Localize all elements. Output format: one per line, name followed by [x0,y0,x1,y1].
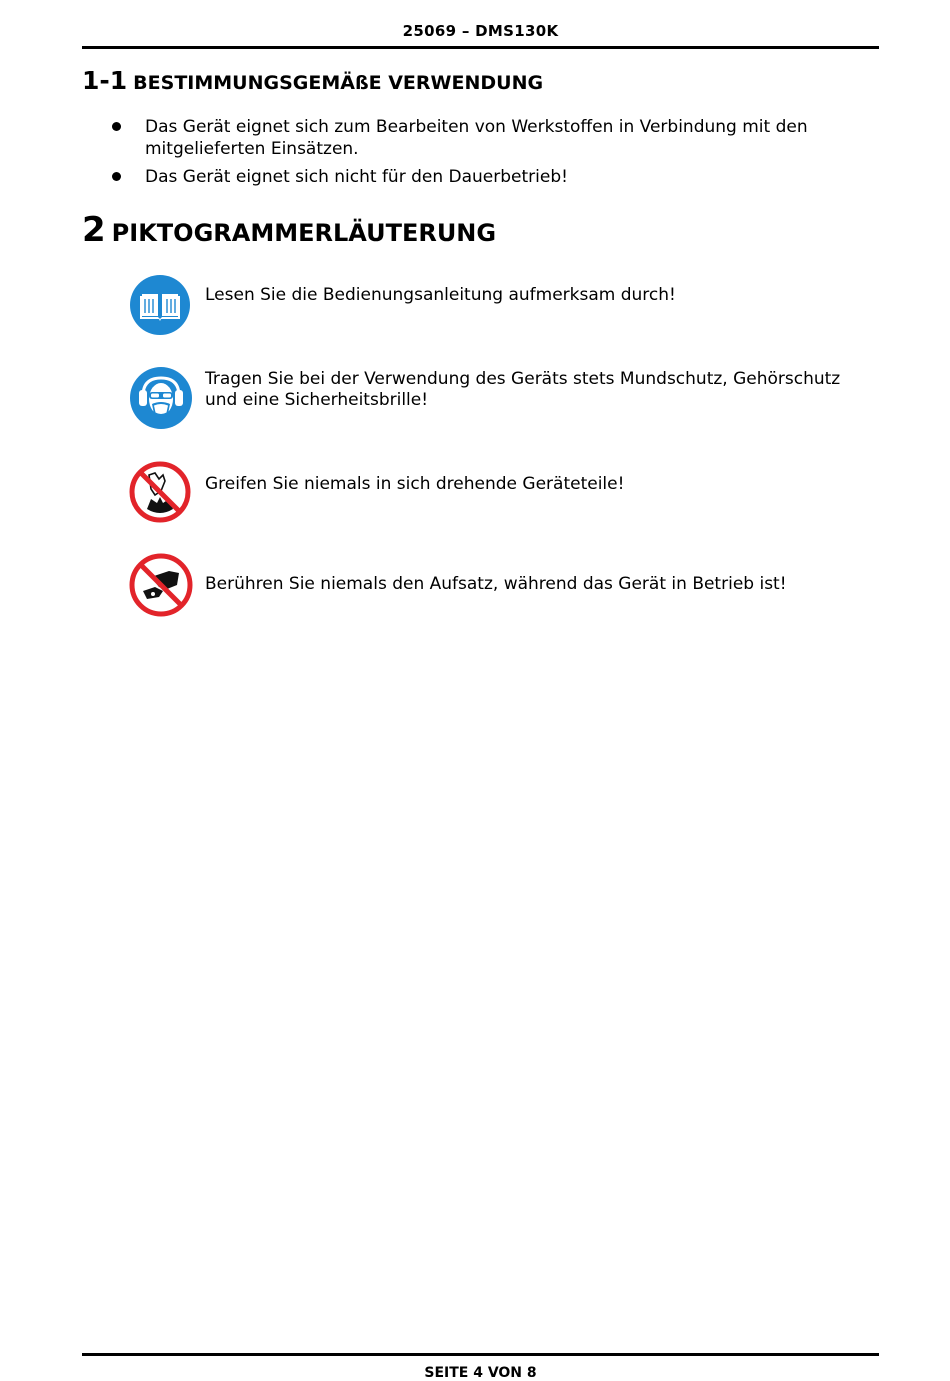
list-item [110,116,870,160]
page-number: SEITE 4 VON 8 [424,1365,537,1381]
usage-bullet-list [110,116,870,194]
pictogram-text: Tragen Sie bei der Verwendung des Geräts stets Mundschutz, Gehörschutz und eine Sicherheitsbrille! [205,369,841,410]
section-heading-2 [82,210,496,250]
wear-protection-icon [129,366,193,430]
pictogram-text: Berühren Sie niemals den Aufsatz, während das Gerät in Betrieb ist! [205,574,787,594]
bullet-icon [112,172,121,181]
bullet-icon [112,122,121,131]
pictogram-text: Lesen Sie die Bedienungsanleitung aufmerksam durch! [205,285,676,305]
section-title: BESTIMMUNGSGEMÄßE VERWENDUNG [133,72,544,94]
list-item [110,166,870,188]
footer-rule [82,1353,879,1356]
section-heading-1-1 [82,66,543,95]
document-header: 25069 – DMS130K [402,22,559,40]
bullet-text: Das Gerät eignet sich zum Bearbeiten von Werkstoffen in Verbindung mit den mitgelieferten Einsätzen. [145,117,808,159]
bullet-text: Das Gerät eignet sich nicht für den Dauerbetrieb! [145,167,568,187]
header-rule [82,46,879,49]
pictogram-text: Greifen Sie niemals in sich drehende Geräteteile! [205,474,625,494]
pictogram-row-rotating-parts [129,461,879,525]
do-not-touch-attachment-icon [129,553,193,617]
no-hands-rotating-parts-icon [129,461,191,523]
section-number: 1-1 [82,66,128,95]
pictogram-row-do-not-touch [129,553,879,617]
read-manual-icon [129,274,191,336]
pictogram-row-read-manual [129,274,879,338]
pictogram-row-wear-protection [129,366,879,430]
section-title: PIKTOGRAMMERLÄUTERUNG [111,219,497,247]
section-number: 2 [82,210,106,250]
